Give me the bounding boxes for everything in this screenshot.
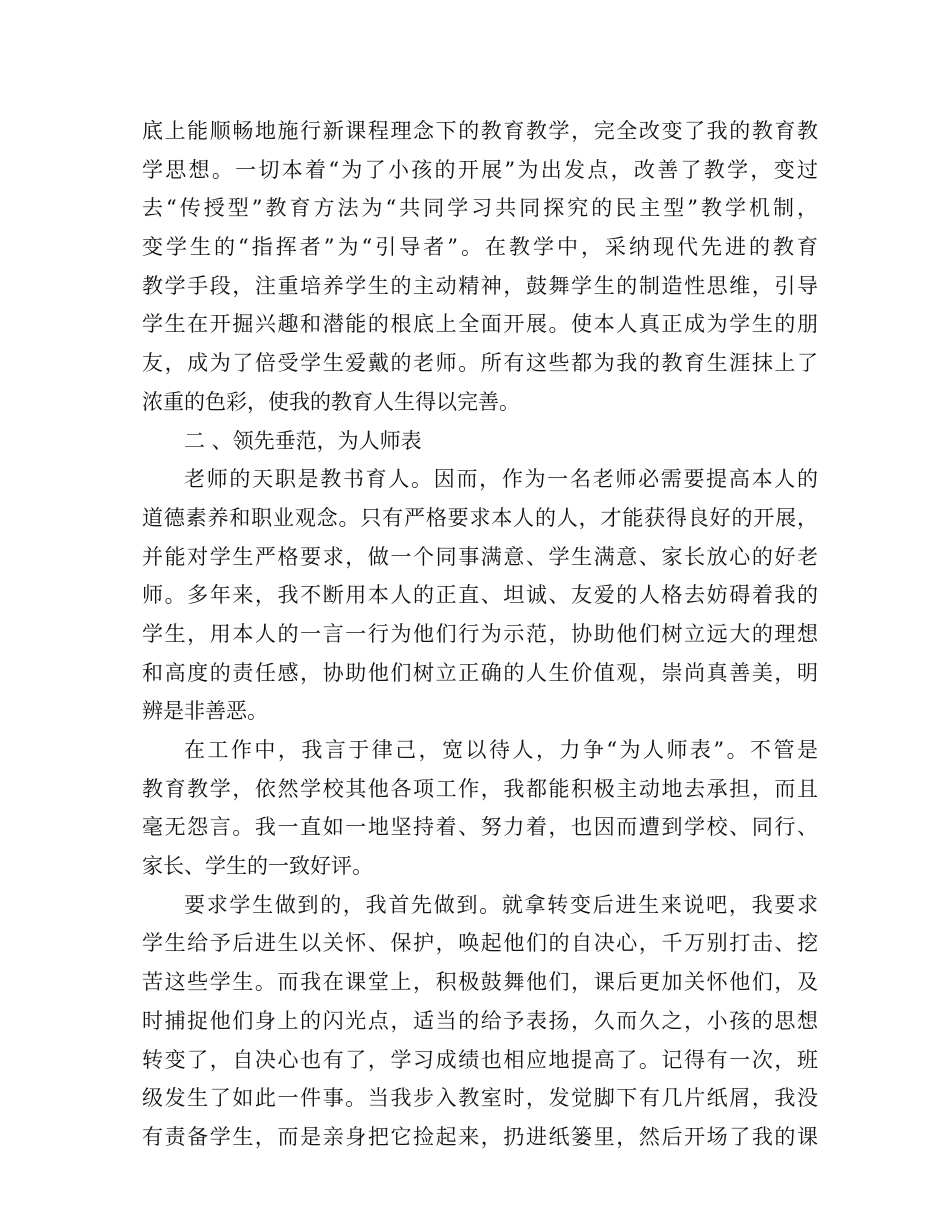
text-line: 和高度的责任感，协助他们树立正确的人生价值观，崇尚真善美，明	[142, 660, 818, 685]
text-line: 学思想。一切本着“为了小孩的开展”为出发点，改善了教学，变过	[142, 157, 818, 182]
text-line: 级发生了如此一件事。当我步入教室时，发觉脚下有几片纸屑，我没	[142, 1086, 818, 1111]
text-line: 要求学生做到的，我首先做到。就拿转变后进生来说吧，我要求	[184, 892, 818, 917]
text-line: 转变了，自决心也有了，学习成绩也相应地提高了。记得有一次，班	[142, 1047, 818, 1072]
text-line: 学生给予后进生以关怀、保护，唤起他们的自决心，千万别打击、挖	[142, 931, 818, 956]
text-line: 变学生的“指挥者”为“引导者”。在教学中，采纳现代先进的教育	[142, 235, 818, 260]
section-heading: 二 、领先垂范，为人师表	[184, 428, 422, 453]
text-line: 教育教学，依然学校其他各项工作，我都能积极主动地去承担，而且	[142, 776, 818, 801]
text-line: 毫无怨言。我一直如一地坚持着、努力着，也因而遭到学校、同行、	[142, 815, 818, 840]
text-line: 友，成为了倍受学生爱戴的老师。所有这些都为我的教育生涯抹上了	[142, 351, 818, 376]
paragraph-teacher-duty	[142, 460, 818, 731]
text-line: 老师的天职是教书育人。因而，作为一名老师必需要提高本人的	[184, 467, 818, 492]
text-line: 有责备学生，而是亲身把它捡起来，扔进纸篓里，然后开场了我的课	[142, 1124, 818, 1149]
text-line: 教学手段，注重培养学生的主动精神，鼓舞学生的制造性思维，引导	[142, 273, 818, 298]
text-line: 家长、学生的一致好评。	[142, 854, 373, 879]
paragraph-lead-by-example	[142, 886, 818, 1157]
text-line: 底上能顺畅地施行新课程理念下的教育教学，完全改变了我的教育教	[142, 119, 818, 143]
text-line: 苦这些学生。而我在课堂上，积极鼓舞他们，课后更加关怀他们，及	[142, 970, 818, 995]
text-line: 辨是非善恶。	[142, 699, 268, 724]
text-line: 时捕捉他们身上的闪光点，适当的给予表扬，久而久之，小孩的思想	[142, 1008, 818, 1033]
text-line: 道德素养和职业观念。只有严格要求本人的人，才能获得良好的开展，	[142, 505, 818, 530]
paragraph-work-attitude	[142, 731, 818, 886]
paragraph-teaching-philosophy	[142, 112, 818, 422]
document-page	[142, 112, 818, 1157]
text-line: 在工作中，我言于律己，宽以待人，力争“为人师表”。不管是	[184, 738, 818, 762]
text-line: 并能对学生严格要求，做一个同事满意、学生满意、家长放心的好老	[142, 544, 818, 569]
text-line: 去“传授型”教育方法为“共同学习共同探究的民主型”教学机制，	[142, 196, 818, 221]
text-line: 学生在开掘兴趣和潜能的根底上全面开展。使本人真正成为学生的朋	[142, 312, 818, 337]
text-line: 师。多年来，我不断用本人的正直、坦诚、友爱的人格去妨碍着我的	[142, 583, 818, 608]
text-line: 浓重的色彩，使我的教育人生得以完善。	[142, 389, 520, 414]
text-line: 学生，用本人的一言一行为他们行为示范，协助他们树立远大的理想	[142, 621, 818, 646]
